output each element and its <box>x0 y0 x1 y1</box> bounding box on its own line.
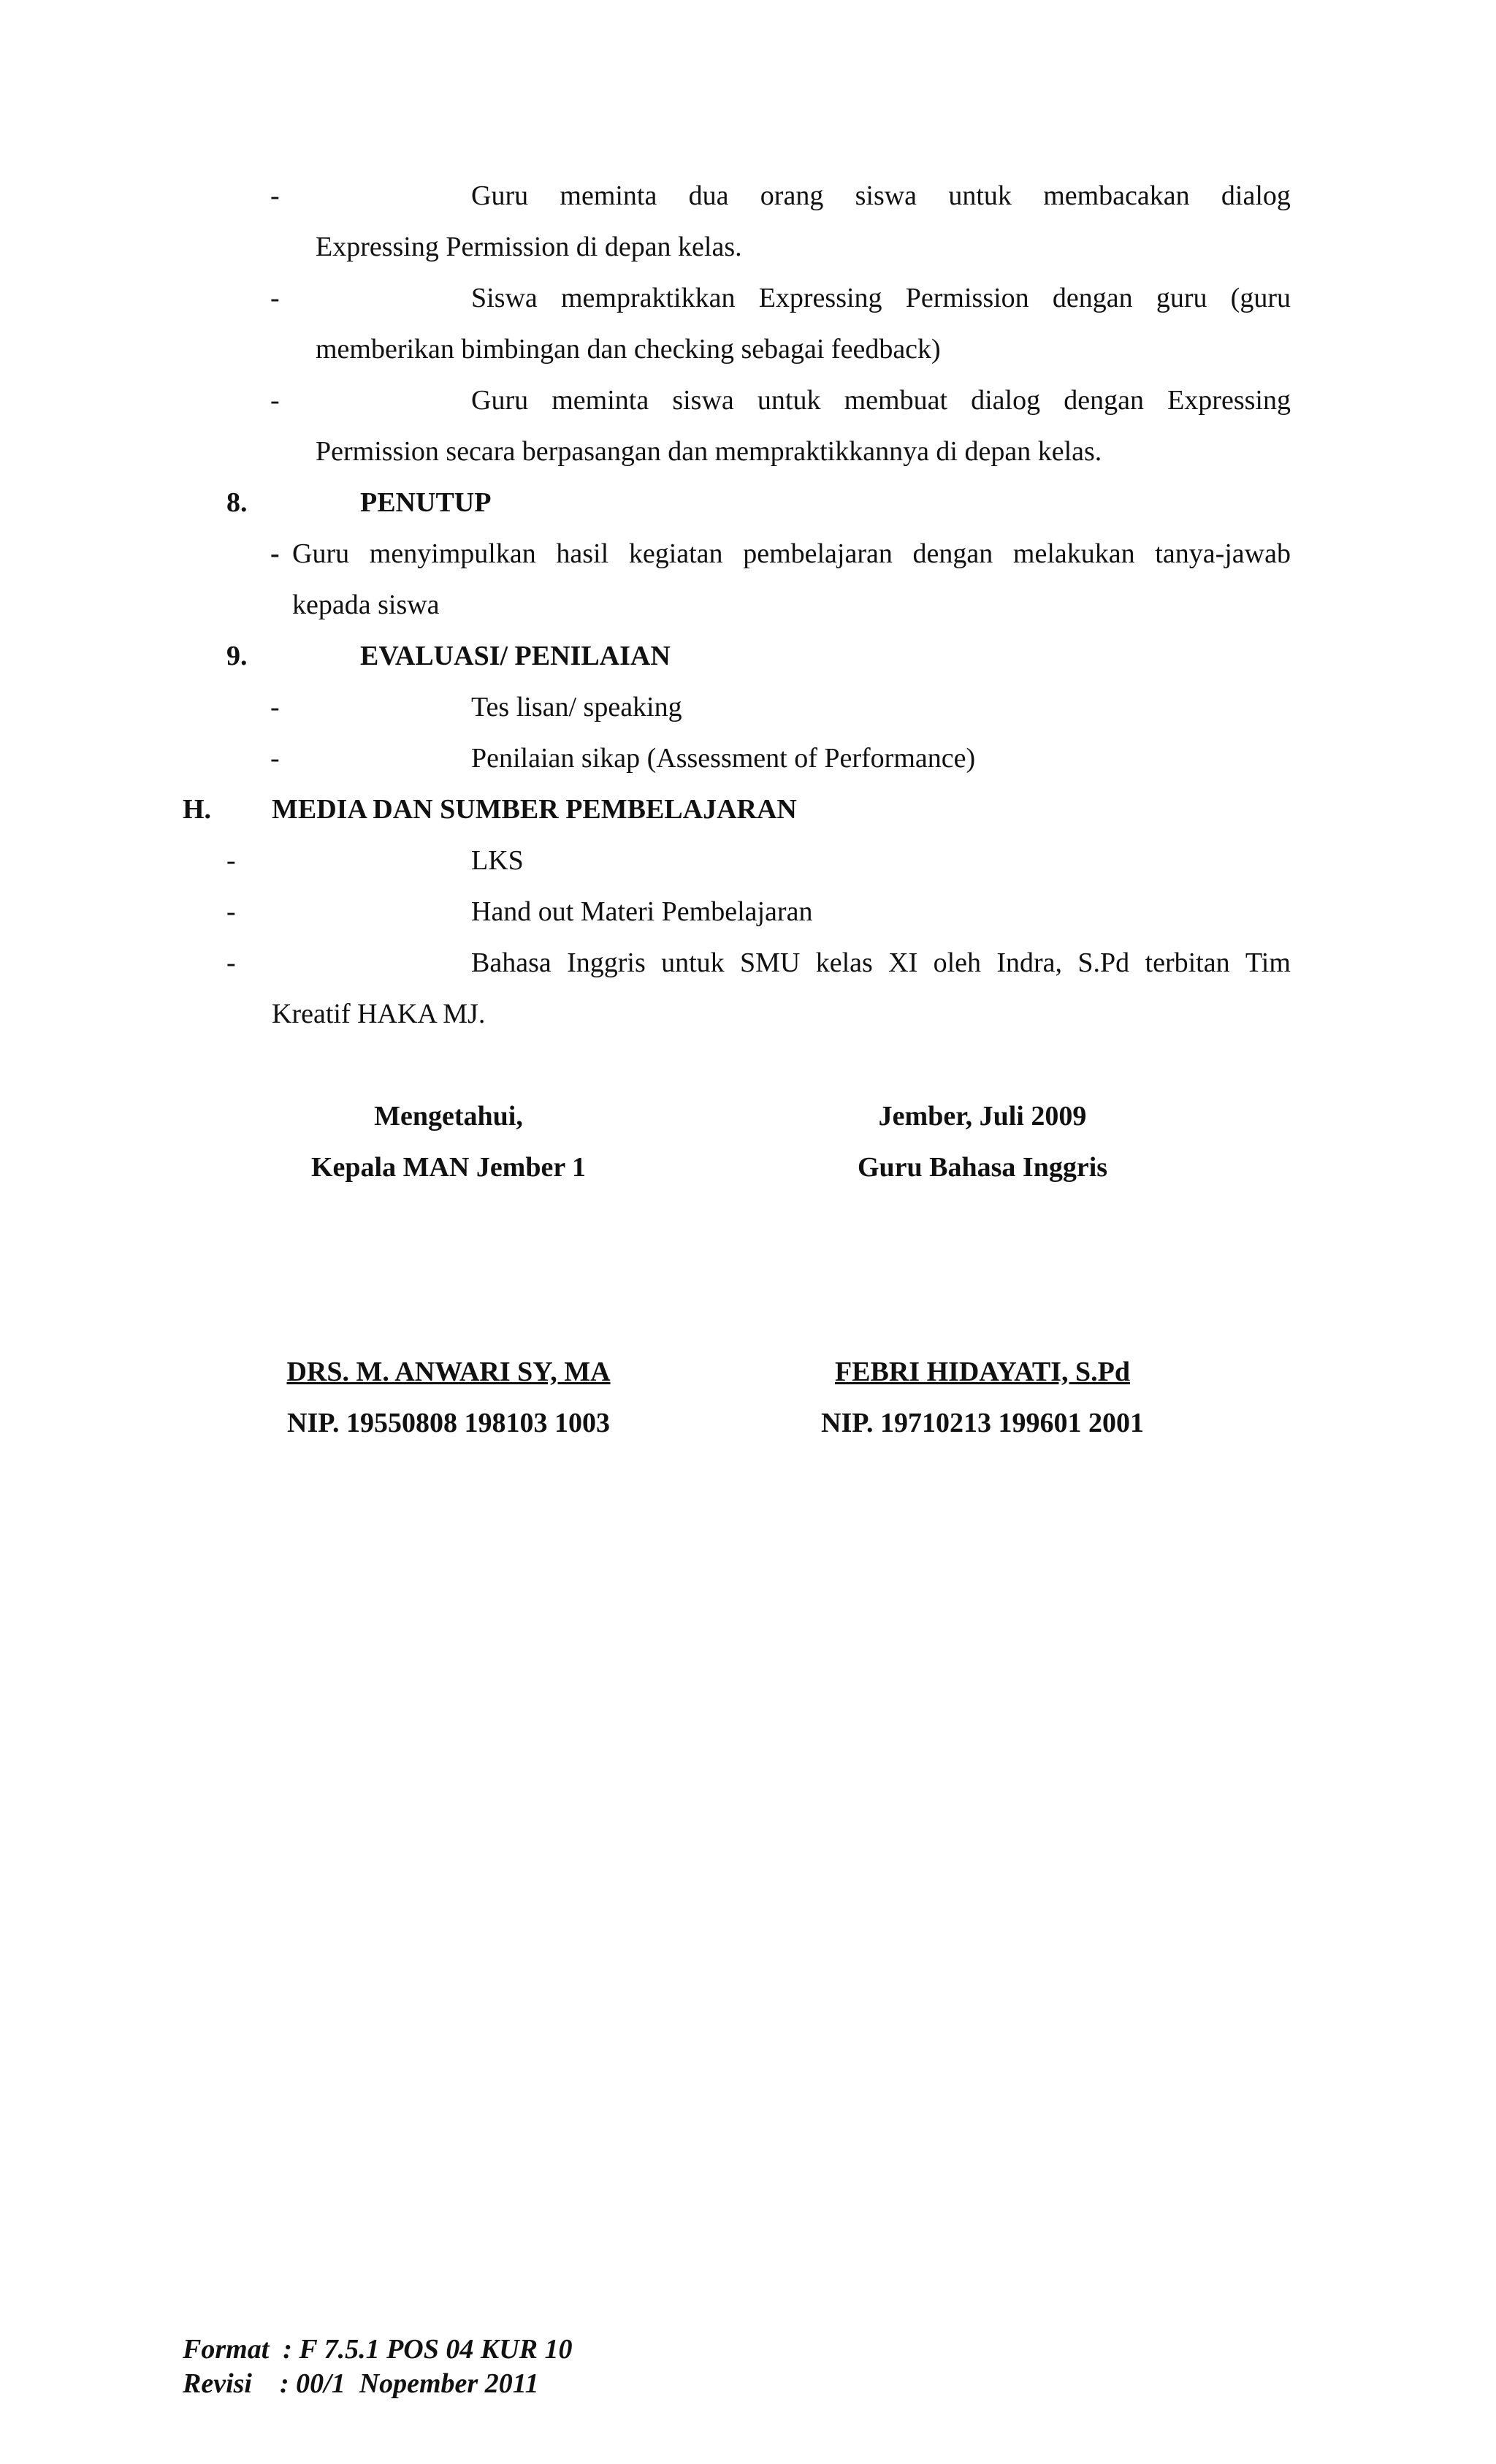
word: kegiatan <box>628 538 723 569</box>
justified-line <box>292 537 1291 571</box>
word: terbitan <box>1145 947 1230 978</box>
signature-right-line1: Jember, Juli 2009 <box>878 1101 1087 1132</box>
bullet-dash: - <box>226 947 236 978</box>
evaluasi-item: Penilaian sikap (Assessment of Performance) <box>471 743 976 774</box>
word: untuk <box>661 947 725 978</box>
word: kelas <box>815 947 873 978</box>
footer-format: Format : F 7.5.1 POS 04 KUR 10 <box>183 2334 573 2365</box>
signature-left-name: DRS. M. ANWARI SY, MA <box>286 1357 611 1387</box>
justified-line <box>471 946 1291 980</box>
word: orang <box>760 180 824 211</box>
word: dengan <box>912 538 993 569</box>
word: hasil <box>556 538 609 569</box>
bullet-dash: - <box>270 538 280 569</box>
section-number: 8. <box>226 487 248 518</box>
section-title: EVALUASI/ PENILAIAN <box>360 641 671 671</box>
word: dialog <box>971 385 1041 416</box>
word: Tim <box>1245 947 1291 978</box>
word: Expressing <box>758 283 882 313</box>
justified-line <box>471 179 1291 213</box>
word: oleh <box>933 947 982 978</box>
word: guru <box>1156 283 1207 313</box>
word: dialog <box>1221 180 1291 211</box>
step-item-1-line2: Expressing Permission di depan kelas. <box>316 232 742 262</box>
step-item-3-line2: Permission secara berpasangan dan mempraktikkannya di depan kelas. <box>316 436 1102 467</box>
media-item: Hand out Materi Pembelajaran <box>471 896 813 927</box>
word: Guru <box>471 385 529 416</box>
justified-line <box>471 281 1291 315</box>
media-item-3-line2: Kreatif HAKA MJ. <box>272 999 486 1029</box>
word: menyimpulkan <box>369 538 536 569</box>
word: Indra, <box>996 947 1063 978</box>
word: Permission <box>905 283 1029 313</box>
word: meminta <box>560 180 657 211</box>
word: XI <box>888 947 918 978</box>
signature-right-name: FEBRI HIDAYATI, S.Pd <box>834 1357 1131 1387</box>
signature-right-nip: NIP. 19710213 199601 2001 <box>821 1408 1144 1438</box>
word: Expressing <box>1167 385 1291 416</box>
bullet-dash: - <box>270 692 280 722</box>
section-number: 9. <box>226 641 248 671</box>
signature-left-line2: Kepala MAN Jember 1 <box>310 1152 587 1183</box>
word: Bahasa <box>471 947 552 978</box>
bullet-dash: - <box>270 385 280 416</box>
word: untuk <box>757 385 821 416</box>
word: dengan <box>1052 283 1133 313</box>
word: melakukan <box>1012 538 1135 569</box>
section-title: PENUTUP <box>360 487 492 518</box>
signature-left-line1: Mengetahui, <box>374 1101 523 1132</box>
word: untuk <box>948 180 1012 211</box>
bullet-dash: - <box>270 180 280 211</box>
word: Siswa <box>471 283 538 313</box>
word: SMU <box>739 947 801 978</box>
word: dua <box>688 180 729 211</box>
step-item-2-line2: memberikan bimbingan dan checking sebagai feedback) <box>316 334 941 365</box>
word: Guru <box>292 538 350 569</box>
word: membuat <box>844 385 947 416</box>
signature-left-nip: NIP. 19550808 198103 1003 <box>287 1408 610 1438</box>
word: Inggris <box>567 947 646 978</box>
bullet-dash: - <box>270 743 280 774</box>
bullet-dash: - <box>226 896 236 927</box>
section-letter: H. <box>183 794 212 825</box>
signature-right-line2: Guru Bahasa Inggris <box>857 1152 1108 1183</box>
word: S.Pd <box>1077 947 1130 978</box>
word: meminta <box>552 385 649 416</box>
word: (guru <box>1230 283 1291 313</box>
word: pembelajaran <box>743 538 893 569</box>
word: mempraktikkan <box>561 283 736 313</box>
word: tanya-jawab <box>1155 538 1291 569</box>
section-title: MEDIA DAN SUMBER PEMBELAJARAN <box>272 794 797 825</box>
word: siswa <box>672 385 734 416</box>
media-item: LKS <box>471 845 524 876</box>
justified-line <box>471 384 1291 417</box>
bullet-dash: - <box>270 283 280 313</box>
bullet-dash: - <box>226 845 236 876</box>
evaluasi-item: Tes lisan/ speaking <box>471 692 682 722</box>
penutup-line2: kepada siswa <box>292 590 440 620</box>
word: dengan <box>1064 385 1144 416</box>
word: siswa <box>855 180 917 211</box>
word: Guru <box>471 180 529 211</box>
word: membacakan <box>1043 180 1190 211</box>
footer-revisi: Revisi : 00/1 Nopember 2011 <box>183 2368 539 2399</box>
